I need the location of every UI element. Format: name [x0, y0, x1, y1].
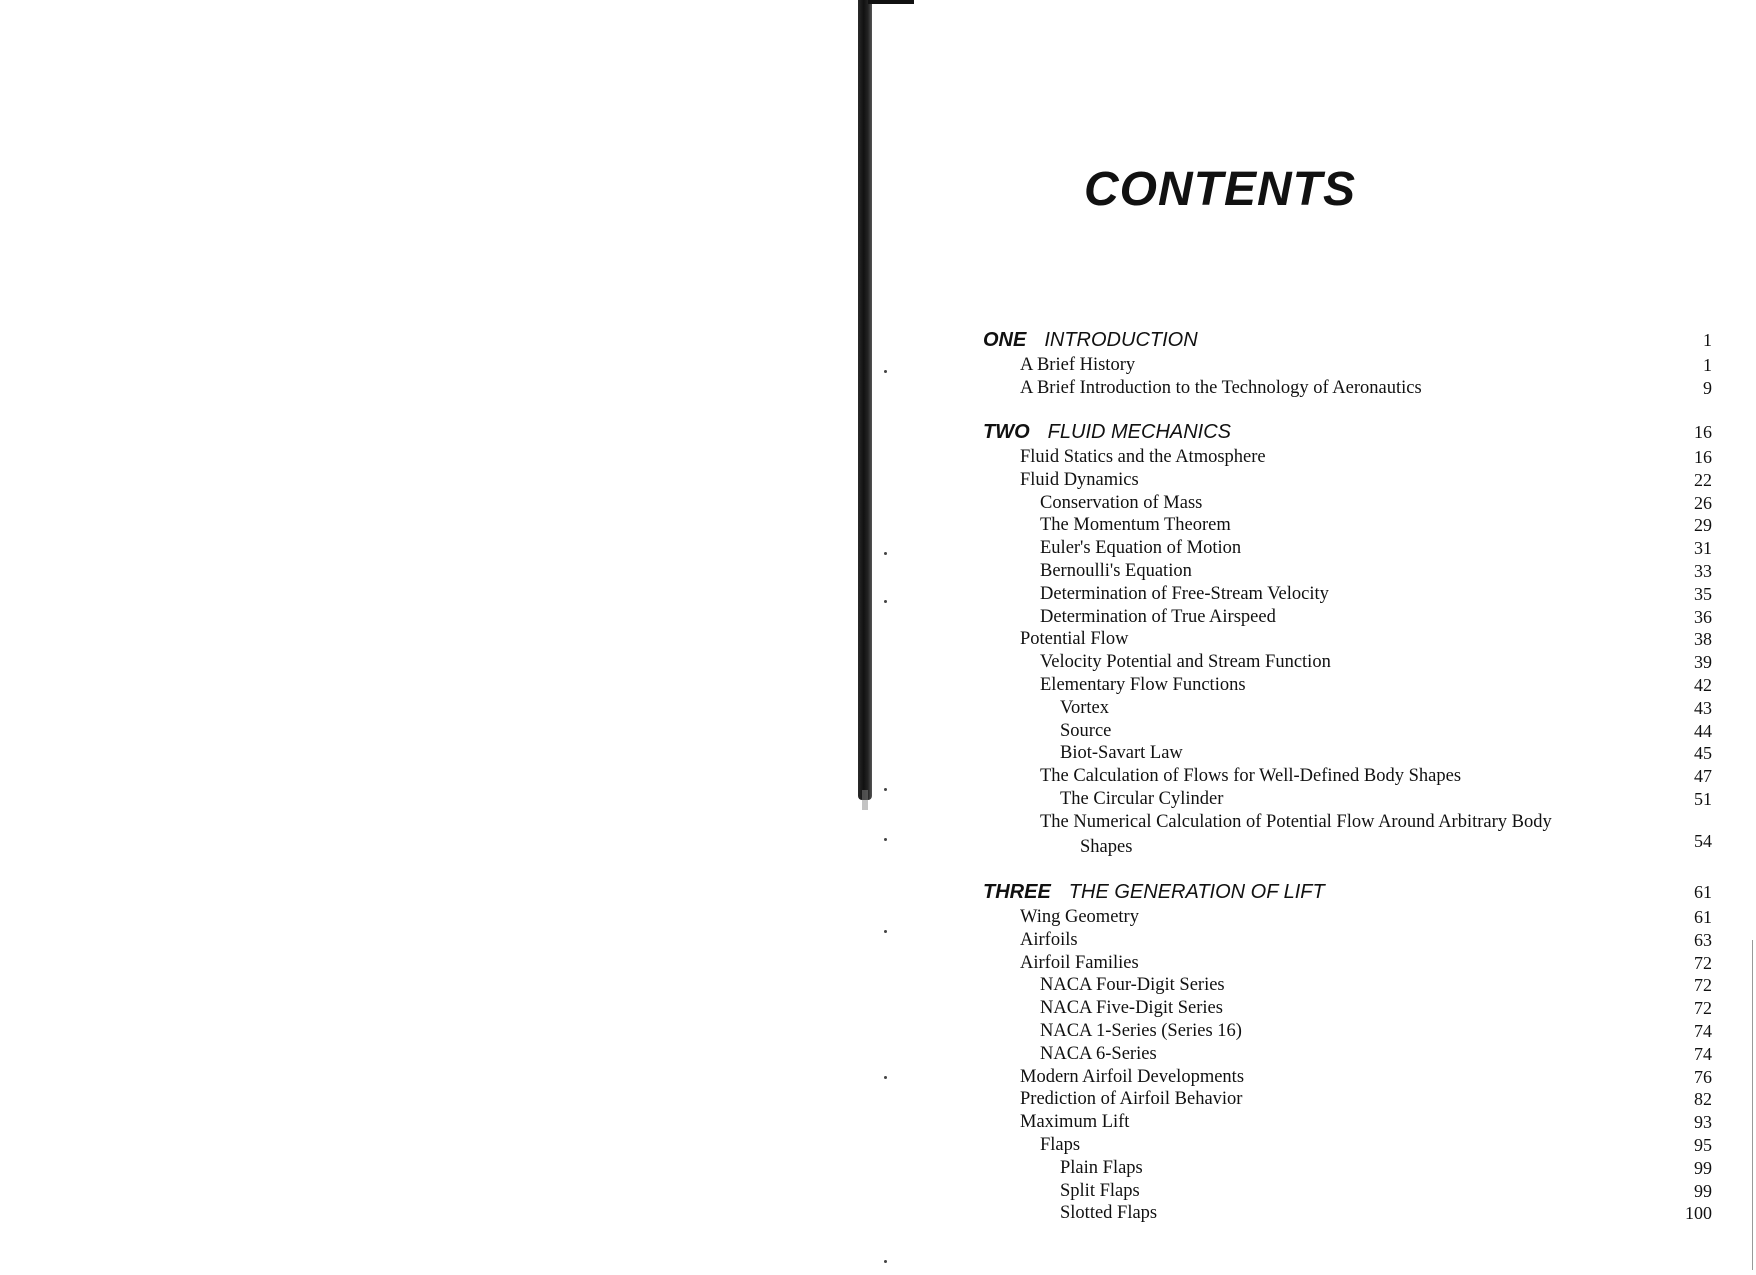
entry-title: A Brief Introduction to the Technology of Aeronautics: [1020, 377, 1422, 398]
entry-title: Bernoulli's Equation: [1040, 561, 1192, 581]
page-number: 44: [1694, 720, 1712, 741]
page-number: 93: [1694, 1112, 1712, 1133]
page-title: CONTENTS: [1084, 163, 1356, 216]
chapter-title: [983, 420, 1231, 444]
entry-title: Source: [1060, 720, 1112, 741]
entry-title: A Brief History: [1020, 355, 1136, 375]
page-number: 1: [1703, 330, 1712, 350]
entry-title: Fluid Dynamics: [1020, 469, 1139, 490]
entry-title: Airfoil Families: [1020, 952, 1139, 973]
page-number: 31: [1694, 538, 1712, 559]
page-number: 16: [1694, 447, 1712, 467]
entry-title: Euler's Equation of Motion: [1040, 538, 1242, 559]
entry-title: Airfoils: [1020, 929, 1078, 950]
page-number: 100: [1685, 1203, 1712, 1224]
page-number: 36: [1694, 606, 1712, 627]
chapter-number: THREE: [983, 881, 1051, 903]
entry-title: Determination of Free-Stream Velocity: [1040, 583, 1329, 604]
page-number: 38: [1694, 629, 1712, 650]
page-number: 76: [1694, 1066, 1712, 1087]
entry-title: Plain Flaps: [1060, 1157, 1143, 1178]
entry-title: Slotted Flaps: [1060, 1203, 1158, 1224]
page-number: 72: [1694, 975, 1712, 996]
page-number: 95: [1694, 1135, 1712, 1155]
entry-title: Determination of True Airspeed: [1040, 606, 1276, 627]
page-number: 45: [1694, 743, 1712, 764]
page-number: 39: [1694, 652, 1712, 673]
page-number: 22: [1694, 469, 1712, 490]
chapter-number: ONE: [983, 329, 1027, 351]
page-number: 35: [1694, 583, 1712, 604]
chapter-name: FLUID MECHANICS: [1047, 421, 1232, 443]
entry-title: Flaps: [1040, 1135, 1081, 1155]
entry-title: NACA 6-Series: [1040, 1043, 1157, 1064]
page-number: 51: [1694, 789, 1712, 809]
page-number: 29: [1694, 515, 1712, 536]
entry-title: Maximum Lift: [1020, 1112, 1130, 1133]
entry-title: Vortex: [1060, 697, 1109, 718]
page-number: 9: [1703, 377, 1712, 398]
page-number: 1: [1703, 355, 1712, 375]
page-number: 82: [1694, 1089, 1712, 1110]
entry-title: Elementary Flow Functions: [1040, 675, 1246, 695]
page-number: 54: [1694, 830, 1712, 851]
entry-title: NACA Four-Digit Series: [1040, 975, 1225, 996]
entry-title: The Numerical Calculation of Potential Flow Around Arbitrary Body: [1040, 811, 1552, 832]
chapter-name: THE GENERATION OF LIFT: [1068, 881, 1325, 903]
entry-title: Velocity Potential and Stream Function: [1040, 652, 1331, 673]
page-number: 99: [1694, 1180, 1712, 1201]
page-number: 61: [1694, 907, 1712, 927]
entry-title: Prediction of Airfoil Behavior: [1020, 1089, 1243, 1110]
entry-title: Conservation of Mass: [1040, 492, 1203, 513]
entry-title: Potential Flow: [1020, 629, 1129, 650]
page-number: 47: [1694, 766, 1712, 787]
entry-title: Fluid Statics and the Atmosphere: [1020, 447, 1266, 467]
chapter-title: [983, 328, 1198, 352]
chapter-number: TWO: [983, 421, 1030, 443]
entry-title: NACA 1-Series (Series 16): [1040, 1021, 1242, 1041]
chapter-name: INTRODUCTION: [1044, 329, 1198, 351]
page-number: 61: [1694, 882, 1712, 902]
entry-title: Split Flaps: [1060, 1180, 1140, 1201]
page-number: 42: [1694, 675, 1712, 695]
page-number: 99: [1694, 1157, 1712, 1178]
page-number: 72: [1694, 952, 1712, 973]
page-number: 74: [1694, 1021, 1712, 1041]
entry-title: The Circular Cylinder: [1060, 789, 1224, 809]
page-number: 16: [1694, 422, 1712, 442]
page-number: 33: [1694, 561, 1712, 581]
page-number: 43: [1694, 697, 1712, 718]
entry-title-continuation: Shapes: [1080, 836, 1133, 857]
entry-title: Biot-Savart Law: [1060, 743, 1183, 764]
entry-title: The Calculation of Flows for Well-Defined Body Shapes: [1040, 766, 1462, 787]
chapter-title: [983, 880, 1325, 904]
page-number: 63: [1694, 929, 1712, 950]
entry-title: NACA Five-Digit Series: [1040, 998, 1223, 1019]
page-number: 26: [1694, 492, 1712, 513]
page-number: 74: [1694, 1043, 1712, 1064]
entry-title: Wing Geometry: [1020, 907, 1139, 927]
entry-title: Modern Airfoil Developments: [1020, 1066, 1245, 1087]
page-number: 72: [1694, 998, 1712, 1019]
entry-title: The Momentum Theorem: [1040, 515, 1231, 536]
